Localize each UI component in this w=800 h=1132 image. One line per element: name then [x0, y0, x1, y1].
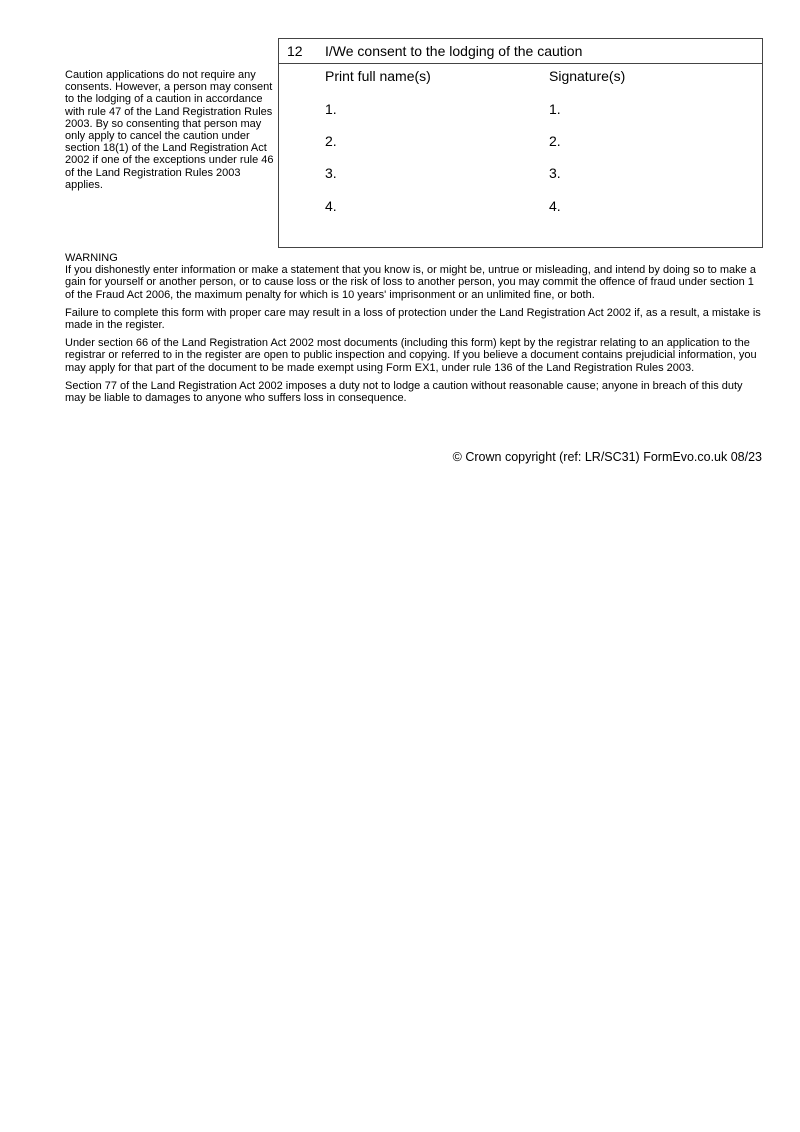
consent-panel	[278, 38, 763, 248]
panel-guidance-note: Caution applications do not require any consents. However, a person may consent to the lodging of a caution in accordance with rule 47 of the Land Registration Rules 2003. By so consenting that person may only apply to cancel the caution under section 18(1) of the Land Registration Act 2002 if one of the exceptions under rule 46 of the Land Registration Rules 2003 applies.	[65, 69, 274, 191]
name-field-3[interactable]: 3.	[325, 165, 337, 181]
names-column-header: Print full name(s)	[325, 68, 431, 84]
name-field-2[interactable]: 2.	[325, 133, 337, 149]
name-field-4[interactable]: 4.	[325, 198, 337, 214]
warning-heading: WARNING	[65, 252, 118, 264]
warning-care-paragraph: Failure to complete this form with proper care may result in a loss of protection under the Land Registration Act 2002 if, as a result, a mistake is made in the register.	[65, 306, 761, 332]
panel-header	[279, 39, 762, 64]
warning-duty-paragraph: Section 77 of the Land Registration Act 2002 imposes a duty not to lodge a caution without reasonable cause; anyone in breach of this duty may be liable to damages to anyone who suffers loss in consequence.	[65, 379, 743, 405]
panel-number: 12	[287, 43, 303, 59]
signature-field-4[interactable]: 4.	[549, 198, 561, 214]
signature-field-3[interactable]: 3.	[549, 165, 561, 181]
signature-field-2[interactable]: 2.	[549, 133, 561, 149]
signature-field-1[interactable]: 1.	[549, 101, 561, 117]
copyright-notice: © Crown copyright (ref: LR/SC31) FormEvo.co.uk 08/23	[452, 450, 762, 464]
name-field-1[interactable]: 1.	[325, 101, 337, 117]
warning-fraud-paragraph: If you dishonestly enter information or make a statement that you know is, or might be, untrue or misleading, and intend by doing so to make a gain for yourself or another person, or to cause loss or the risk of loss to another person, you may commit the offence of fraud under section 1 of the Fraud Act 2006, the maximum penalty for which is 10 years' imprisonment or an unlimited fine, or both.	[65, 264, 756, 301]
warning-section	[65, 252, 765, 410]
panel-title: I/We consent to the lodging of the caution	[325, 43, 583, 59]
signatures-column-header: Signature(s)	[549, 68, 626, 84]
warning-inspection-paragraph: Under section 66 of the Land Registration Act 2002 most documents (including this form) kept by the registrar relating to an application to the registrar or referred to in the register are open to public inspection and copying. If you believe a document contains prejudicial information, you may apply for that part of the document to be made exempt using Form EX1, under rule 136 of the Land Registration Rules 2003.	[65, 337, 757, 374]
